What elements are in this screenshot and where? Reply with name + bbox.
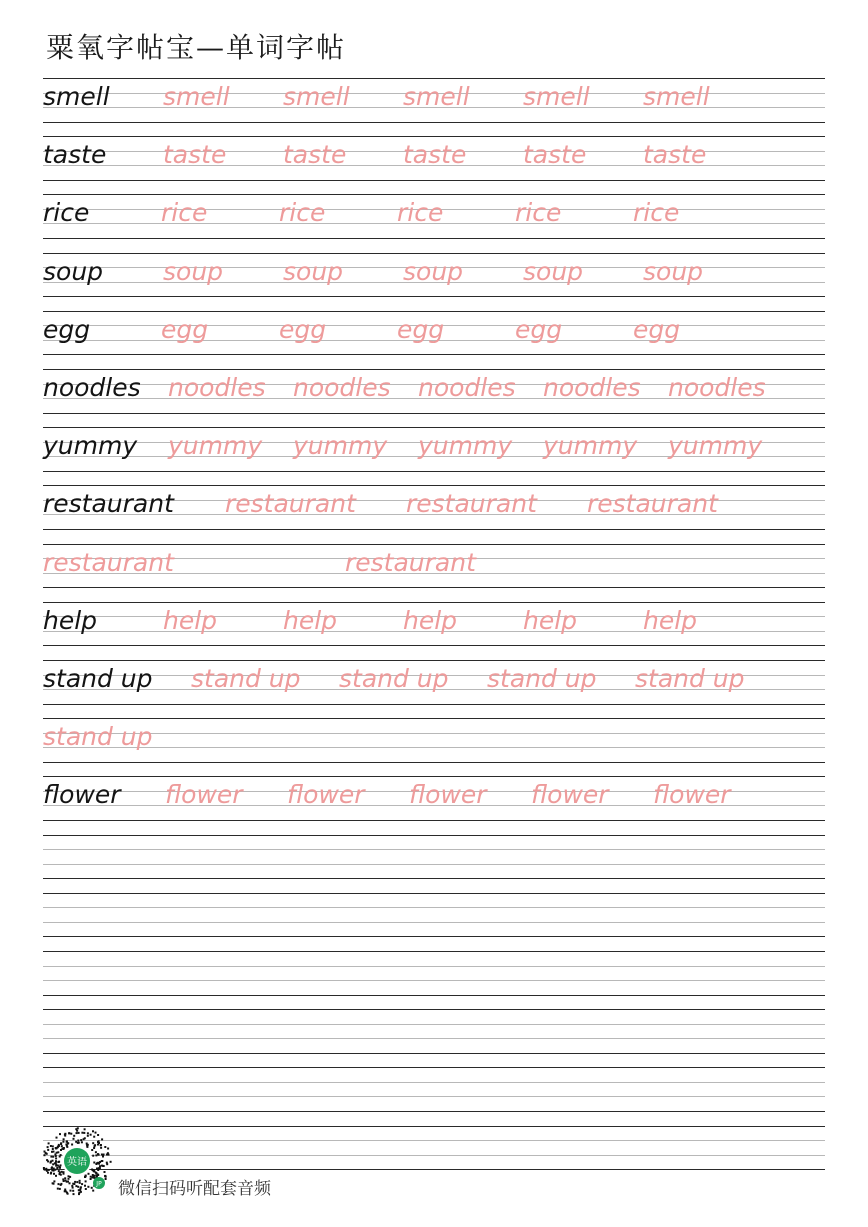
ruling-line-main xyxy=(43,296,825,297)
ruling-line-main xyxy=(43,136,825,137)
writing-row xyxy=(43,194,825,252)
trace-word: stand up xyxy=(339,664,449,693)
writing-row xyxy=(43,485,825,543)
trace-word: flower xyxy=(409,780,487,810)
model-word: restaurant xyxy=(43,489,174,519)
trace-word: egg xyxy=(279,314,327,344)
writing-row xyxy=(43,776,825,834)
writing-row xyxy=(43,253,825,311)
ruling-line-main xyxy=(43,253,825,254)
ruling-line-main xyxy=(43,820,825,821)
ruling-line-main xyxy=(43,1053,825,1054)
writing-row xyxy=(43,835,825,893)
model-word: yummy xyxy=(43,431,138,461)
ruling-line-main xyxy=(43,238,825,239)
ruling-line-guide xyxy=(43,1038,825,1039)
model-word: soup xyxy=(43,256,104,286)
trace-word: rice xyxy=(515,198,562,228)
ruling-line-guide xyxy=(43,864,825,865)
qr-badge-label: 英语 xyxy=(67,1157,87,1168)
practice-sheet xyxy=(43,78,825,1118)
writing-row xyxy=(43,1067,825,1125)
model-word: rice xyxy=(43,198,90,228)
footer xyxy=(42,1126,442,1201)
writing-row xyxy=(43,718,825,776)
ruling-line-main xyxy=(43,122,825,123)
trace-word: soup xyxy=(283,256,344,286)
writing-row xyxy=(43,951,825,1009)
trace-word: noodles xyxy=(543,373,641,402)
writing-row xyxy=(43,78,825,136)
model-word: flower xyxy=(43,780,121,810)
trace-word: stand up xyxy=(635,664,745,693)
ruling-line-main xyxy=(43,951,825,952)
trace-word: help xyxy=(643,605,698,635)
trace-word: taste xyxy=(523,140,587,170)
ruling-line-main xyxy=(43,893,825,894)
trace-word: taste xyxy=(403,140,467,170)
ruling-line-main xyxy=(43,776,825,777)
trace-word: noodles xyxy=(168,373,266,402)
audio-caption: 微信扫码听配套音频 xyxy=(118,1179,271,1199)
ruling-line-main xyxy=(43,1067,825,1068)
trace-word: restaurant xyxy=(225,489,356,519)
trace-word: help xyxy=(523,605,578,635)
trace-word: egg xyxy=(397,314,445,344)
trace-word: smell xyxy=(283,82,350,111)
model-word: noodles xyxy=(43,373,141,402)
trace-word: restaurant xyxy=(43,547,174,577)
page-title: 粟氧字帖宝—单词字帖 xyxy=(46,31,347,64)
ruling-line-main xyxy=(43,354,825,355)
qr-small-badge: JP xyxy=(96,1180,102,1188)
trace-word: rice xyxy=(397,198,444,228)
trace-word: yummy xyxy=(168,431,263,461)
ruling-line-main xyxy=(43,471,825,472)
ruling-line-main xyxy=(43,180,825,181)
ruling-line-main xyxy=(43,660,825,661)
ruling-line-main xyxy=(43,1111,825,1112)
trace-word: egg xyxy=(633,314,681,344)
trace-word: help xyxy=(163,605,218,635)
trace-word: stand up xyxy=(43,722,153,752)
writing-row xyxy=(43,369,825,427)
model-word: stand up xyxy=(43,664,153,693)
writing-row xyxy=(43,660,825,718)
qr-code-icon[interactable] xyxy=(42,1126,112,1196)
ruling-line-main xyxy=(43,835,825,836)
ruling-line-main xyxy=(43,587,825,588)
trace-word: help xyxy=(283,605,338,635)
trace-word: flower xyxy=(165,780,243,810)
trace-word: restaurant xyxy=(406,489,537,519)
ruling-line-main xyxy=(43,704,825,705)
ruling-line-main xyxy=(43,369,825,370)
ruling-line-main xyxy=(43,1009,825,1010)
writing-row xyxy=(43,136,825,194)
ruling-line-main xyxy=(43,413,825,414)
writing-row xyxy=(43,311,825,369)
ruling-line-main xyxy=(43,995,825,996)
trace-word: stand up xyxy=(487,664,597,693)
ruling-line-main xyxy=(43,878,825,879)
ruling-line-main xyxy=(43,645,825,646)
trace-word: flower xyxy=(531,780,609,810)
ruling-line-main xyxy=(43,529,825,530)
model-word: taste xyxy=(43,140,107,170)
trace-word: smell xyxy=(523,82,590,111)
trace-word: yummy xyxy=(293,431,388,461)
trace-word: egg xyxy=(515,314,563,344)
trace-word: soup xyxy=(403,256,464,286)
writing-row xyxy=(43,544,825,602)
trace-word: taste xyxy=(643,140,707,170)
ruling-line-guide xyxy=(43,733,825,734)
trace-word: noodles xyxy=(418,373,516,402)
ruling-line-main xyxy=(43,427,825,428)
trace-word: restaurant xyxy=(345,547,476,577)
ruling-line-main xyxy=(43,485,825,486)
ruling-line-main xyxy=(43,78,825,79)
trace-word: smell xyxy=(643,82,710,111)
writing-row xyxy=(43,427,825,485)
trace-word: taste xyxy=(163,140,227,170)
trace-word: yummy xyxy=(543,431,638,461)
ruling-line-main xyxy=(43,194,825,195)
trace-word: noodles xyxy=(293,373,391,402)
writing-row xyxy=(43,602,825,660)
trace-word: yummy xyxy=(668,431,763,461)
trace-word: rice xyxy=(161,198,208,228)
trace-word: stand up xyxy=(191,664,301,693)
trace-word: restaurant xyxy=(587,489,718,519)
trace-word: soup xyxy=(163,256,224,286)
ruling-line-guide xyxy=(43,747,825,748)
ruling-line-main xyxy=(43,311,825,312)
trace-word: smell xyxy=(163,82,230,111)
writing-row xyxy=(43,1009,825,1067)
trace-word: smell xyxy=(403,82,470,111)
trace-word: taste xyxy=(283,140,347,170)
ruling-line-guide xyxy=(43,849,825,850)
ruling-line-main xyxy=(43,762,825,763)
ruling-line-main xyxy=(43,936,825,937)
trace-word: rice xyxy=(279,198,326,228)
ruling-line-guide xyxy=(43,922,825,923)
trace-word: noodles xyxy=(668,373,766,402)
ruling-line-guide xyxy=(43,907,825,908)
model-word: smell xyxy=(43,82,110,111)
trace-word: yummy xyxy=(418,431,513,461)
trace-word: soup xyxy=(523,256,584,286)
trace-word: rice xyxy=(633,198,680,228)
trace-word: soup xyxy=(643,256,704,286)
model-word: help xyxy=(43,605,98,635)
ruling-line-guide xyxy=(43,1024,825,1025)
trace-word: help xyxy=(403,605,458,635)
ruling-line-guide xyxy=(43,1082,825,1083)
ruling-line-guide xyxy=(43,1096,825,1097)
model-word: egg xyxy=(43,314,91,344)
trace-word: flower xyxy=(287,780,365,810)
ruling-line-guide xyxy=(43,980,825,981)
ruling-line-main xyxy=(43,544,825,545)
writing-row xyxy=(43,893,825,951)
trace-word: egg xyxy=(161,314,209,344)
ruling-line-main xyxy=(43,602,825,603)
trace-word: flower xyxy=(653,780,731,810)
ruling-line-main xyxy=(43,718,825,719)
ruling-line-guide xyxy=(43,966,825,967)
